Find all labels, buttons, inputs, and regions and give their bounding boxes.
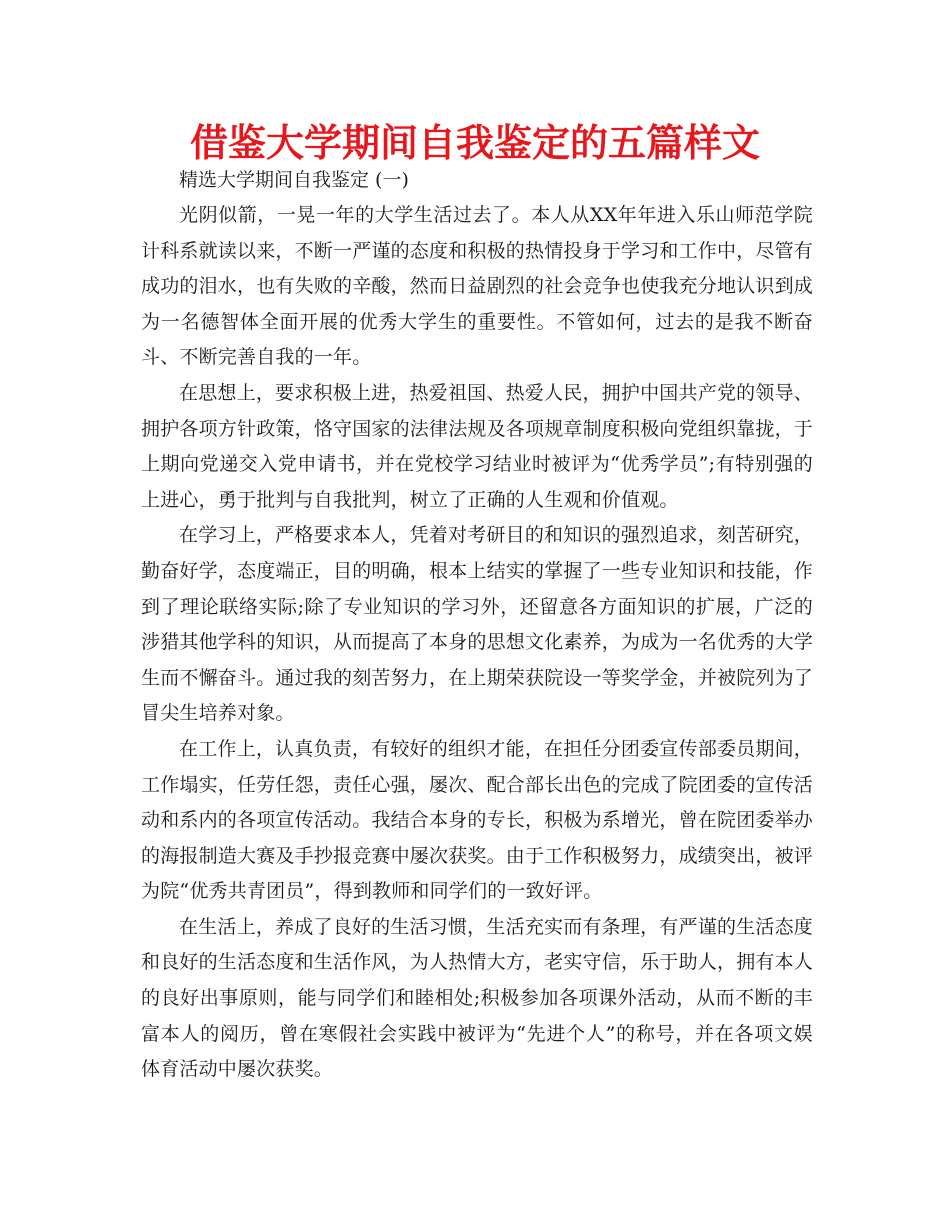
paragraph-work: 在工作上，认真负责，有较好的组织才能，在担任分团委宣传部委员期间，工作塌实，任劳任怨，责任心强，屡次、配合部长出色的完成了院团委的宣传活动和系内的各项宣传活动。我结合本身的专长，积极为系增光，曾在院团委举办的海报制造大赛及手抄报竞赛中屡次获奖。由于工作积极努力，成绩突出，被评为院“优秀共青团员”，得到教师和同学们的一致好评。	[141, 737, 814, 903]
paragraph-thought: 在思想上，要求积极上进，热爱祖国、热爱人民，拥护中国共产党的领导、拥护各项方针政策，恪守国家的法律法规及各项规章制度积极向党组织靠拢，于上期向党递交入党申请书，并在党校学习结业时被评为“优秀学员”;有特别强的上进心，勇于批判与自我批判，树立了正确的人生观和价值观。	[141, 381, 814, 511]
page-title: 借鉴大学期间自我鉴定的五篇样文	[189, 121, 760, 165]
document-body	[141, 166, 813, 1088]
section-heading: 精选大学期间自我鉴定 (一)	[179, 169, 409, 191]
paragraph-life: 在生活上，养成了良好的生活习惯，生活充实而有条理，有严谨的生活态度和良好的生活态度和生活作风，为人热情大方，老实守信，乐于助人，拥有本人的良好出事原则，能与同学们和睦相处;积极参加各项课外活动，从而不断的丰富本人的阅历，曾在寒假社会实践中被评为“先进个人”的称号，并在各项文娱体育活动中屡次获奖。	[141, 915, 814, 1081]
paragraph-study: 在学习上，严格要求本人，凭着对考研目的和知识的强烈追求，刻苦研究，勤奋好学，态度端正，目的明确，根本上结实的掌握了一些专业知识和技能，作到了理论联络实际;除了专业知识的学习外，还留意各方面知识的扩展，广泛的涉猎其他学科的知识，从而提高了本身的思想文化素养，为成为一名优秀的大学生而不懈奋斗。通过我的刻苦努力，在上期荣获院设一等奖学金，并被院列为了冒尖生培养对象。	[141, 524, 814, 725]
paragraph-intro: 光阴似箭，一晃一年的大学生活过去了。本人从XX年年进入乐山师范学院计科系就读以来，不断一严谨的态度和积极的热情投身于学习和工作中，尽管有成功的泪水，也有失败的辛酸，然而日益剧烈的社会竞争也使我充分地认识到成为一名德智体全面开展的优秀大学生的重要性。不管如何，过去的是我不断奋斗、不断完善自我的一年。	[141, 204, 814, 369]
